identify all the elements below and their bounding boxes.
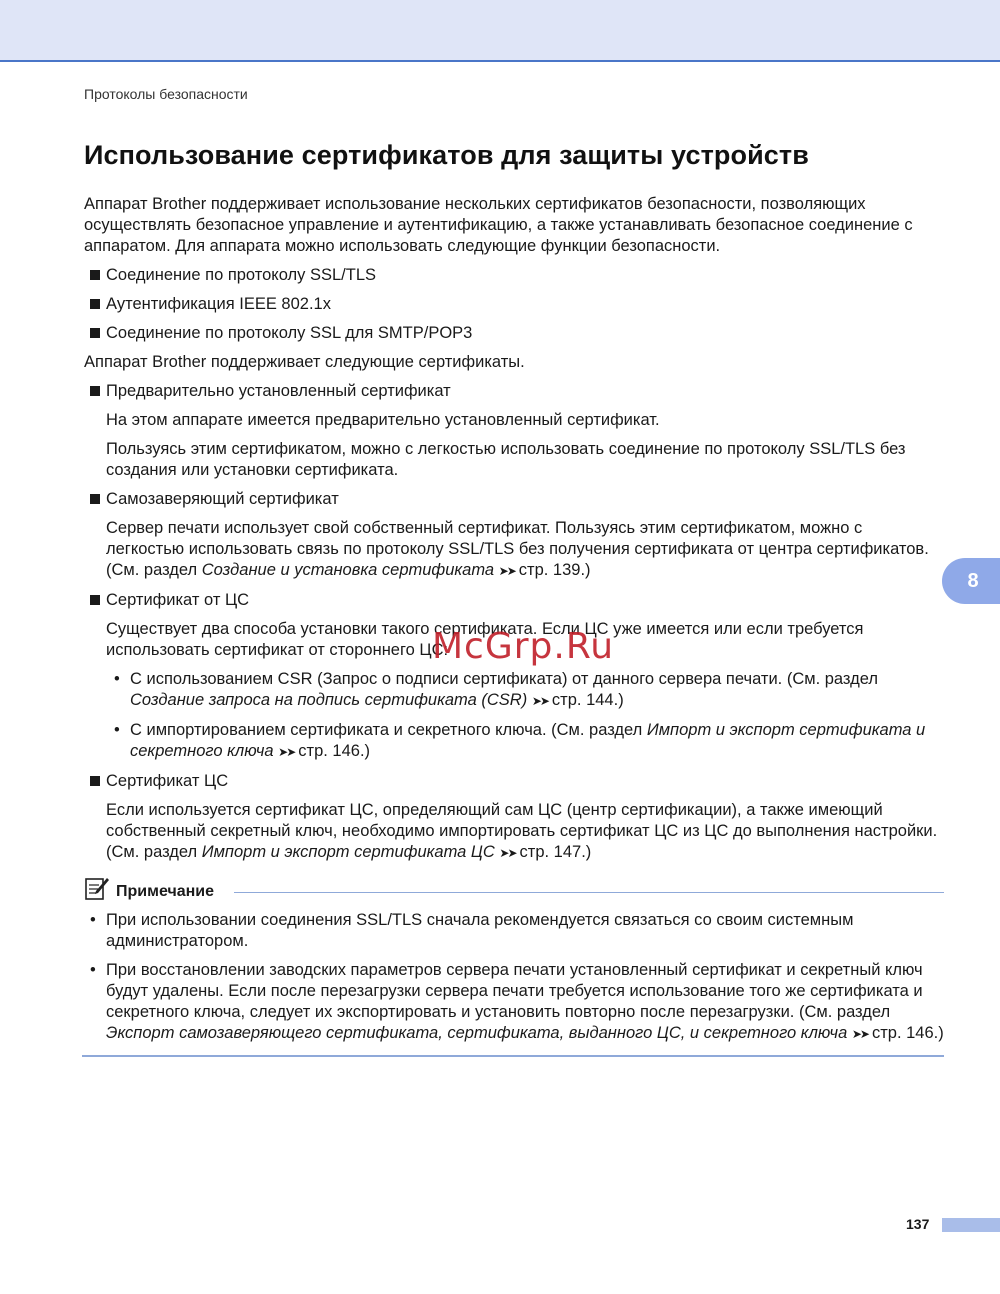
- cross-reference-link[interactable]: Создание и установка сертификата: [201, 561, 495, 579]
- double-arrow-icon: ➤➤: [499, 846, 516, 860]
- page-number-bar: [942, 1218, 1000, 1232]
- feature-item: Соединение по протоколу SSL для SMTP/POP3: [84, 323, 944, 344]
- note-title: Примечание: [116, 883, 215, 900]
- body-text: С использованием CSR (Запрос о подписи сертификата) от данного сервера печати. (См. раздел: [130, 670, 879, 688]
- note-end-divider: [82, 1055, 944, 1057]
- note-divider: [234, 892, 944, 893]
- cert-selfsigned-title: Самозаверяющий сертификат: [84, 489, 944, 510]
- note-item: [84, 910, 944, 952]
- cross-reference-link[interactable]: Импорт и экспорт сертификата ЦС: [201, 843, 495, 861]
- body-text: С импортированием сертификата и секретного ключа. (См. раздел: [130, 721, 647, 739]
- note-item: [84, 960, 944, 1045]
- double-arrow-icon: ➤➤: [851, 1027, 868, 1041]
- cert-ca-own-title: Сертификат ЦС: [84, 771, 944, 792]
- cert-ca-text: Существует два способа установки такого сертификата. Если ЦС уже имеется или если требуется использовать сертификат от стороннего ЦС:: [106, 620, 864, 659]
- list-item: [84, 720, 944, 763]
- chapter-tab: 8: [942, 558, 1000, 604]
- cross-reference-link[interactable]: Импорт и экспорт сертификата и секретного ключа: [130, 721, 926, 760]
- body-text: При восстановлении заводских параметров сервера печати установленный сертификат и секретный ключ будут удалены. Если после перезагрузки сервера печати требуется использование того же сертификата и секретного ключа, следует их экспортировать и установить повторно после перезагрузки. (См. раздел: [106, 961, 923, 1021]
- body-text: Сервер печати использует свой собственный сертификат. Пользуясь этим сертификатом, можно с легкостью использовать связь по протоколу SSL/TLS без получения сертификата от центра сертификатов. (См. раздел: [106, 519, 929, 579]
- feature-item: Аутентификация IEEE 802.1x: [84, 294, 944, 315]
- double-arrow-icon: ➤➤: [498, 564, 515, 578]
- supported-intro: Аппарат Brother поддерживает следующие сертификаты.: [84, 353, 525, 371]
- cross-reference-link[interactable]: Создание запроса на подпись сертификата (CSR): [130, 691, 528, 709]
- page-reference: стр. 146.): [871, 1024, 944, 1042]
- page-number: 137: [906, 1216, 930, 1232]
- cert-preinstalled-text: Пользуясь этим сертификатом, можно с легкостью использовать соединение по протоколу SSL/TLS без создания или установки сертификата.: [106, 440, 906, 479]
- running-header: Протоколы безопасности: [84, 86, 248, 102]
- top-header-band: [0, 0, 1000, 62]
- page-reference: стр. 147.): [519, 843, 592, 861]
- cross-reference-link[interactable]: Экспорт самозаверяющего сертификата, сертификата, выданного ЦС, и секретного ключа: [106, 1024, 848, 1042]
- note-header: [84, 878, 944, 902]
- cert-preinstalled-text: На этом аппарате имеется предварительно установленный сертификат.: [106, 411, 660, 429]
- cert-ca-title: Сертификат от ЦС: [84, 590, 944, 611]
- list-item: [84, 669, 944, 712]
- double-arrow-icon: ➤➤: [531, 694, 548, 708]
- body-text: При использовании соединения SSL/TLS сначала рекомендуется связаться со своим системным администратором.: [106, 911, 854, 950]
- cert-selfsigned-text: [84, 518, 944, 582]
- intro-paragraph: Аппарат Brother поддерживает использование нескольких сертификатов безопасности, позволяющих осуществлять безопасное управление и аутентификацию, а также устанавливать безопасное соединение с аппаратом. Для аппарата можно использовать следующие функции безопасности.: [84, 195, 913, 255]
- feature-item: Соединение по протоколу SSL/TLS: [84, 265, 944, 286]
- cert-preinstalled-title: Предварительно установленный сертификат: [84, 381, 944, 402]
- page-reference: стр. 144.): [551, 691, 624, 709]
- page-title: Использование сертификатов для защиты устройств: [84, 140, 809, 170]
- page-reference: стр. 146.): [298, 742, 371, 760]
- note-pencil-icon: [84, 876, 110, 902]
- double-arrow-icon: ➤➤: [278, 745, 295, 759]
- cert-ca-own-text: [84, 800, 944, 864]
- note-body: [84, 910, 944, 1045]
- body-text: Если используется сертификат ЦС, определяющий сам ЦС (центр сертификации), а также имеющий собственный секретный ключ, необходимо импортировать сертификат ЦС из ЦС до выполнения настройки. (См. раздел: [106, 801, 938, 861]
- watermark-logo: McGrp.Ru: [432, 626, 615, 667]
- page-reference: стр. 139.): [518, 561, 591, 579]
